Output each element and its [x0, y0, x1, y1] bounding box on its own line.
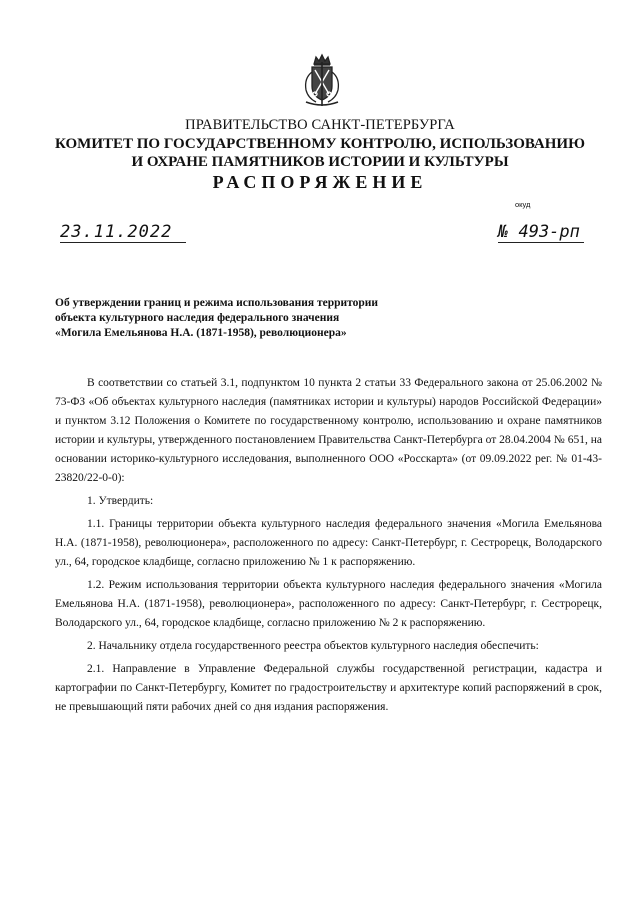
body-paragraph-1: 1. Утвердить: [87, 495, 154, 507]
subject-line3: «Могила Емельянова Н.А. (1871-1958), революционера» [55, 327, 347, 339]
body-paragraph-1-1: 1.1. Границы территории объекта культурного наследия федерального значения «Могила Емельянова Н.А. (1871-1958), революционера», расположенного по адресу: Санкт-Петербург, г. Сестрорецк, Володарского ул., 64, городское кладбище, согласно приложению № 1 к распоряжению. [55, 518, 602, 568]
document-body [55, 374, 602, 721]
committee-title-line1: КОМИТЕТ ПО ГОСУДАРСТВЕННОМУ КОНТРОЛЮ, ИСПОЛЬЗОВАНИЮ [55, 136, 585, 152]
body-paragraph-2: 2. Начальнику отдела государственного реестра объектов культурного наследия обеспечить: [87, 640, 539, 652]
document-type: РАСПОРЯЖЕНИЕ [212, 172, 428, 192]
body-paragraph-1-2: 1.2. Режим использования территории объекта культурного наследия федерального значения «Могила Емельянова Н.А. (1871-1958), революционера», расположенного по адресу: Санкт-Петербург, г. Сестрорецк, Володарского ул., 64, городское кладбище, согласно приложению № 2 к распоряжению. [55, 579, 602, 629]
committee-title [0, 136, 640, 171]
government-title: ПРАВИТЕЛЬСТВО САНКТ-ПЕТЕРБУРГА [185, 117, 455, 133]
subject-line1: Об утверждении границ и режима использования территории [55, 297, 379, 309]
body-paragraph-2-1: 2.1. Направление в Управление Федеральной службы государственной регистрации, кадастра и картографии по Санкт-Петербургу, Комитет по градостроительству и архитектуре копий распоряжений в срок, не превышающий пяти рабочих дней со дня издания распоряжения. [55, 663, 602, 713]
document-date: 23.11.2022 [60, 222, 186, 243]
committee-title-line2: И ОХРАНЕ ПАМЯТНИКОВ ИСТОРИИ И КУЛЬТУРЫ [131, 153, 509, 170]
body-paragraph-preamble: В соответствии со статьей 3.1, подпунктом 10 пункта 2 статьи 33 Федерального закона от 25.06.2002 № 73-ФЗ «Об объектах культурного наследия (памятниках истории и культуры) народов Российской Федерации» и пунктом 3.12 Положения о Комитете по государственному контролю, использованию и охране памятников истории и культуры, утвержденного постановлением Правительства Санкт-Петербурга от 28.04.2004 № 651, на основании историко-культурного исследования, выполненного ООО «Росскарта» (от 09.09.2022 рег. № 01-43-23820/22-0-0): [55, 377, 602, 484]
subject-line2: объекта культурного наследия федерального значения [55, 312, 340, 324]
document-number: № 493-рп [498, 222, 584, 243]
coat-of-arms-icon [300, 52, 344, 108]
okud-label: окуд [515, 200, 531, 209]
document-subject [55, 296, 575, 341]
